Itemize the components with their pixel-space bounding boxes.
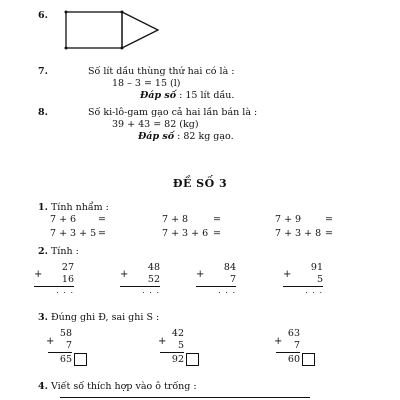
question-4-heading [38, 382, 197, 392]
figure-triangle [122, 12, 158, 48]
q1-equals: = [325, 228, 333, 239]
q1-expr: 7 + 3 + 5 [50, 228, 97, 239]
answer-dots: . . . [142, 286, 160, 295]
given-result: 92 [171, 354, 184, 365]
question-number: 4. [38, 381, 48, 392]
answer-label: Đáp số [140, 90, 177, 101]
q1-expr: 7 + 6 [50, 214, 77, 225]
plus-sign: + [196, 269, 205, 280]
question-2-heading [38, 247, 79, 257]
addend-top: 91 [310, 262, 323, 273]
question-number: 3. [38, 312, 48, 323]
question-number: 1. [38, 202, 48, 213]
table-top-border [60, 397, 310, 398]
q1-expr: 7 + 3 + 6 [162, 228, 209, 239]
addend-top: 84 [223, 262, 236, 273]
question-1-heading [38, 203, 109, 213]
addend-bottom: 7 [293, 340, 300, 351]
problem-8-sentence: Số ki-lô-gam gạo cả hai lần bán là : [88, 107, 258, 118]
addend-top: 27 [61, 262, 74, 273]
plus-sign: + [120, 269, 129, 280]
answer-box[interactable] [302, 353, 315, 366]
problem-7-answer [140, 91, 234, 101]
answer-value: : 82 kg gạo. [177, 131, 234, 142]
answer-dots: . . . [56, 286, 74, 295]
problem-8-number: 8. [38, 107, 48, 118]
addend-bottom: 16 [61, 274, 74, 285]
addend-bottom: 5 [177, 340, 184, 351]
problem-7-sentence: Số lít dầu thùng thứ hai có là : [88, 66, 235, 77]
section-title: ĐỀ SỐ 3 [172, 177, 228, 190]
question-3-heading [38, 313, 159, 323]
problem-7-calculation: 18 – 3 = 15 (l) [112, 78, 181, 89]
answer-label: Đáp số [138, 131, 175, 142]
figure-vertex [121, 47, 124, 50]
figure-vertex [65, 11, 68, 14]
q3-column-addition [276, 328, 346, 367]
answer-value: : 15 lít dầu. [179, 90, 235, 101]
q1-equals: = [98, 228, 106, 239]
addend-bottom: 52 [147, 274, 160, 285]
q3-column-addition [160, 328, 230, 367]
figure-vertex [121, 11, 124, 14]
q1-expr: 7 + 9 [275, 214, 302, 225]
problem-8-calculation: 39 + 43 = 82 (kg) [112, 119, 199, 130]
q1-equals: = [213, 214, 221, 225]
q2-column-addition [283, 262, 323, 297]
plus-sign: + [274, 336, 283, 347]
figure-rectangle [66, 12, 122, 48]
q1-equals: = [325, 214, 333, 225]
question-number: 2. [38, 246, 48, 257]
answer-box[interactable] [74, 353, 87, 366]
rectangle-triangle-figure [60, 8, 164, 52]
q1-expr: 7 + 3 + 8 [275, 228, 322, 239]
plus-sign: + [283, 269, 292, 280]
problem-8-answer [138, 132, 234, 142]
addend-top: 63 [287, 328, 300, 339]
answer-dots: . . . [218, 286, 236, 295]
addend-bottom: 7 [65, 340, 72, 351]
addend-bottom: 5 [316, 274, 323, 285]
plus-sign: + [34, 269, 43, 280]
q1-equals: = [213, 228, 221, 239]
answer-dots: . . . [305, 286, 323, 295]
addend-top: 48 [147, 262, 160, 273]
given-result: 65 [59, 354, 72, 365]
answer-box[interactable] [186, 353, 199, 366]
plus-sign: + [158, 336, 167, 347]
addend-top: 58 [59, 328, 72, 339]
addend-top: 42 [171, 328, 184, 339]
q3-column-addition [48, 328, 118, 367]
q2-column-addition [120, 262, 160, 297]
question-label: Viết số thích hợp vào ô trống : [50, 381, 197, 392]
problem-7-number: 7. [38, 66, 48, 77]
figure-vertex [65, 47, 68, 50]
question-label: Tính : [50, 246, 79, 257]
given-result: 60 [287, 354, 300, 365]
q1-expr: 7 + 8 [162, 214, 189, 225]
q2-column-addition [34, 262, 74, 297]
q2-column-addition [196, 262, 236, 297]
q1-equals: = [98, 214, 106, 225]
addend-bottom: 7 [229, 274, 236, 285]
plus-sign: + [46, 336, 55, 347]
question-label: Đúng ghi Đ, sai ghi S : [50, 312, 160, 323]
problem-6-number: 6. [38, 10, 48, 21]
question-label: Tính nhẩm : [50, 202, 109, 213]
